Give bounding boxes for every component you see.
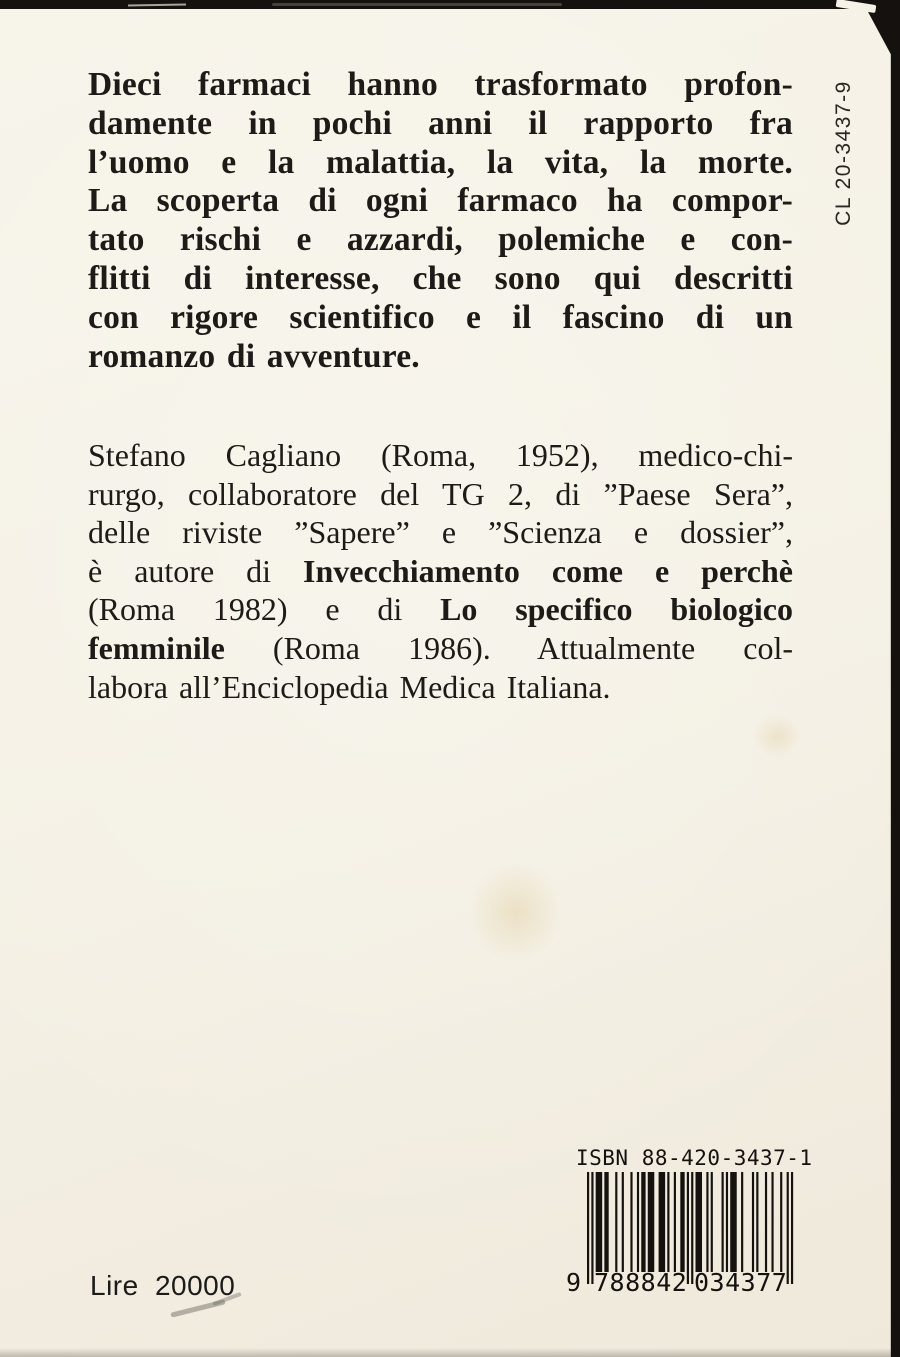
barcode-digit-group: 788842 (594, 1268, 688, 1297)
text-line: Dieci farmaci hanno trasformato profon- (88, 66, 793, 103)
edge-scratch (128, 3, 186, 6)
edge-sheen (272, 3, 562, 6)
bottom-shadow (0, 1348, 900, 1357)
text-line: delle riviste ”Sapere” e ”Scienza e dossier”, (88, 514, 793, 551)
book-top-edge (0, 0, 900, 9)
text-line: (Roma 1982) e di Lo specifico biologico (88, 591, 794, 628)
text-line: La scoperta di ogni farmaco ha compor- (88, 182, 793, 220)
bio-paragraph (88, 436, 793, 706)
text-line: tato rischi e azzardi, polemiche e con- (88, 221, 793, 259)
text-line: rurgo, collaboratore del TG 2, di ”Paese Sera”, (88, 475, 793, 512)
text-line: femminile (Roma 1986). Attualmente col- (88, 629, 793, 666)
blurb-paragraph (88, 66, 793, 376)
text-line: romanzo di avventure. (88, 337, 420, 375)
text-line: labora all’Enciclopedia Medica Italiana. (88, 668, 611, 705)
isbn-label: ISBN 88-420-3437-1 (576, 1146, 813, 1170)
text-line: l’uomo e la malattia, la vita, la morte. (88, 143, 793, 181)
barcode-digit-group: 9 (566, 1268, 582, 1297)
barcode-digit-group: 034377 (694, 1268, 788, 1297)
catalog-code-vertical: CL 20-3437-9 (832, 80, 855, 226)
book-right-edge (866, 0, 900, 1357)
text-line: damente in pochi anni il rapporto fra (88, 104, 793, 142)
text-line: con rigore scientifico e il fascino di un (88, 298, 793, 336)
text-line: è autore di Invecchiamento come e perchè (88, 552, 793, 589)
barcode (560, 1146, 828, 1316)
paper-stain (752, 714, 802, 758)
text-line: flitti di interesse, che sono qui descritti (88, 259, 793, 297)
price-label: Lire 20000 (90, 1270, 236, 1301)
paper-stain (468, 862, 563, 962)
text-line: Stefano Cagliano (Roma, 1952), medico-chi- (88, 437, 793, 473)
